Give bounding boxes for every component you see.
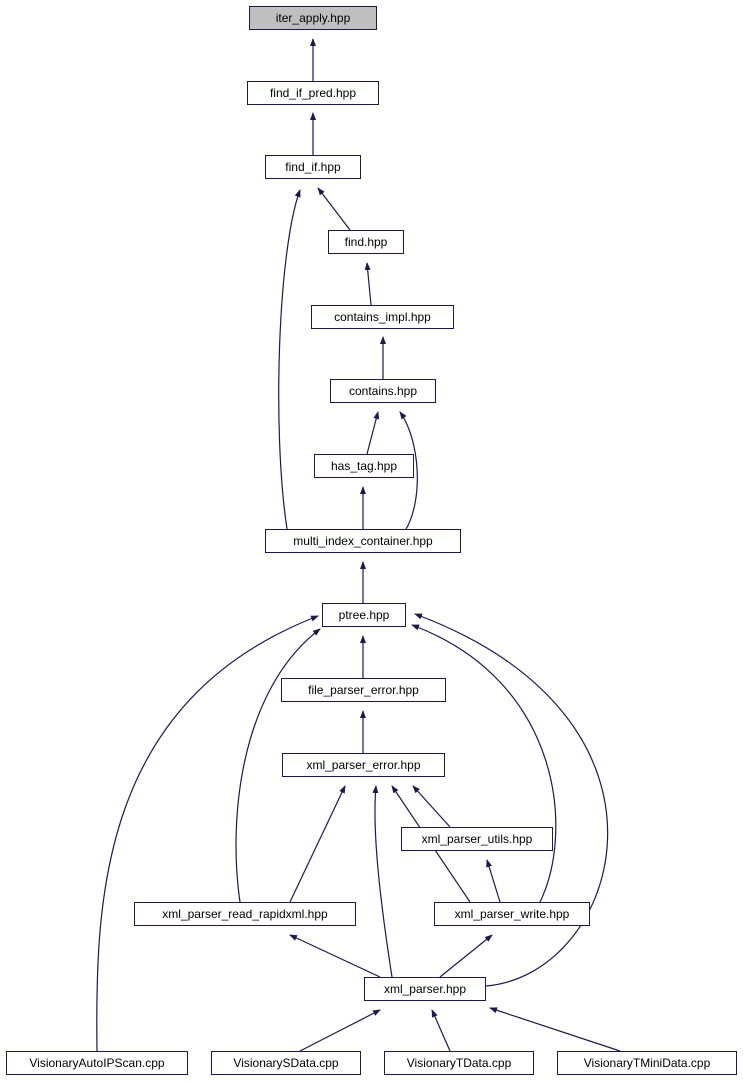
node-ptree[interactable]: [322, 603, 406, 627]
node-label: VisionaryTData.cpp: [406, 1056, 512, 1070]
node-label: xml_parser_error.hpp: [306, 758, 421, 772]
node-label: ptree.hpp: [338, 608, 390, 622]
node-label: contains.hpp: [348, 384, 418, 398]
node-xml-parser-error[interactable]: [282, 753, 445, 777]
node-label: xml_parser_write.hpp: [454, 907, 570, 921]
node-visionary-tminidata[interactable]: [557, 1051, 737, 1075]
node-visionary-autoipscan[interactable]: [6, 1051, 188, 1075]
node-contains-impl[interactable]: [311, 305, 454, 329]
node-xml-parser-utils[interactable]: [401, 827, 553, 851]
node-find-if-pred[interactable]: [247, 81, 379, 105]
node-xml-parser-read-rapidxml[interactable]: [134, 902, 356, 926]
node-label: contains_impl.hpp: [334, 310, 431, 324]
node-iter-apply[interactable]: [249, 6, 377, 30]
node-label: VisionaryAutoIPScan.cpp: [29, 1056, 165, 1070]
node-label: VisionarySData.cpp: [233, 1056, 339, 1070]
node-visionary-tdata[interactable]: [384, 1051, 534, 1075]
node-xml-parser-write[interactable]: [434, 902, 590, 926]
node-visionary-sdata[interactable]: [211, 1051, 361, 1075]
node-label: multi_index_container.hpp: [293, 534, 433, 548]
node-find[interactable]: [328, 230, 404, 254]
node-label: VisionaryTMiniData.cpp: [583, 1056, 711, 1070]
node-has-tag[interactable]: [314, 454, 414, 478]
node-label: has_tag.hpp: [330, 459, 398, 473]
node-xml-parser[interactable]: [364, 977, 486, 1001]
node-label: file_parser_error.hpp: [308, 683, 419, 697]
node-file-parser-error[interactable]: [281, 678, 446, 702]
node-contains[interactable]: [330, 379, 436, 403]
node-label: find.hpp: [344, 235, 388, 249]
node-find-if[interactable]: [265, 155, 361, 179]
node-multi-index-container[interactable]: [265, 529, 461, 553]
node-label: xml_parser.hpp: [383, 982, 467, 996]
node-label: xml_parser_utils.hpp: [421, 832, 533, 846]
node-label: find_if_pred.hpp: [269, 86, 357, 100]
node-label: xml_parser_read_rapidxml.hpp: [162, 907, 328, 921]
node-label: find_if.hpp: [285, 160, 341, 174]
node-label: iter_apply.hpp: [275, 11, 351, 25]
